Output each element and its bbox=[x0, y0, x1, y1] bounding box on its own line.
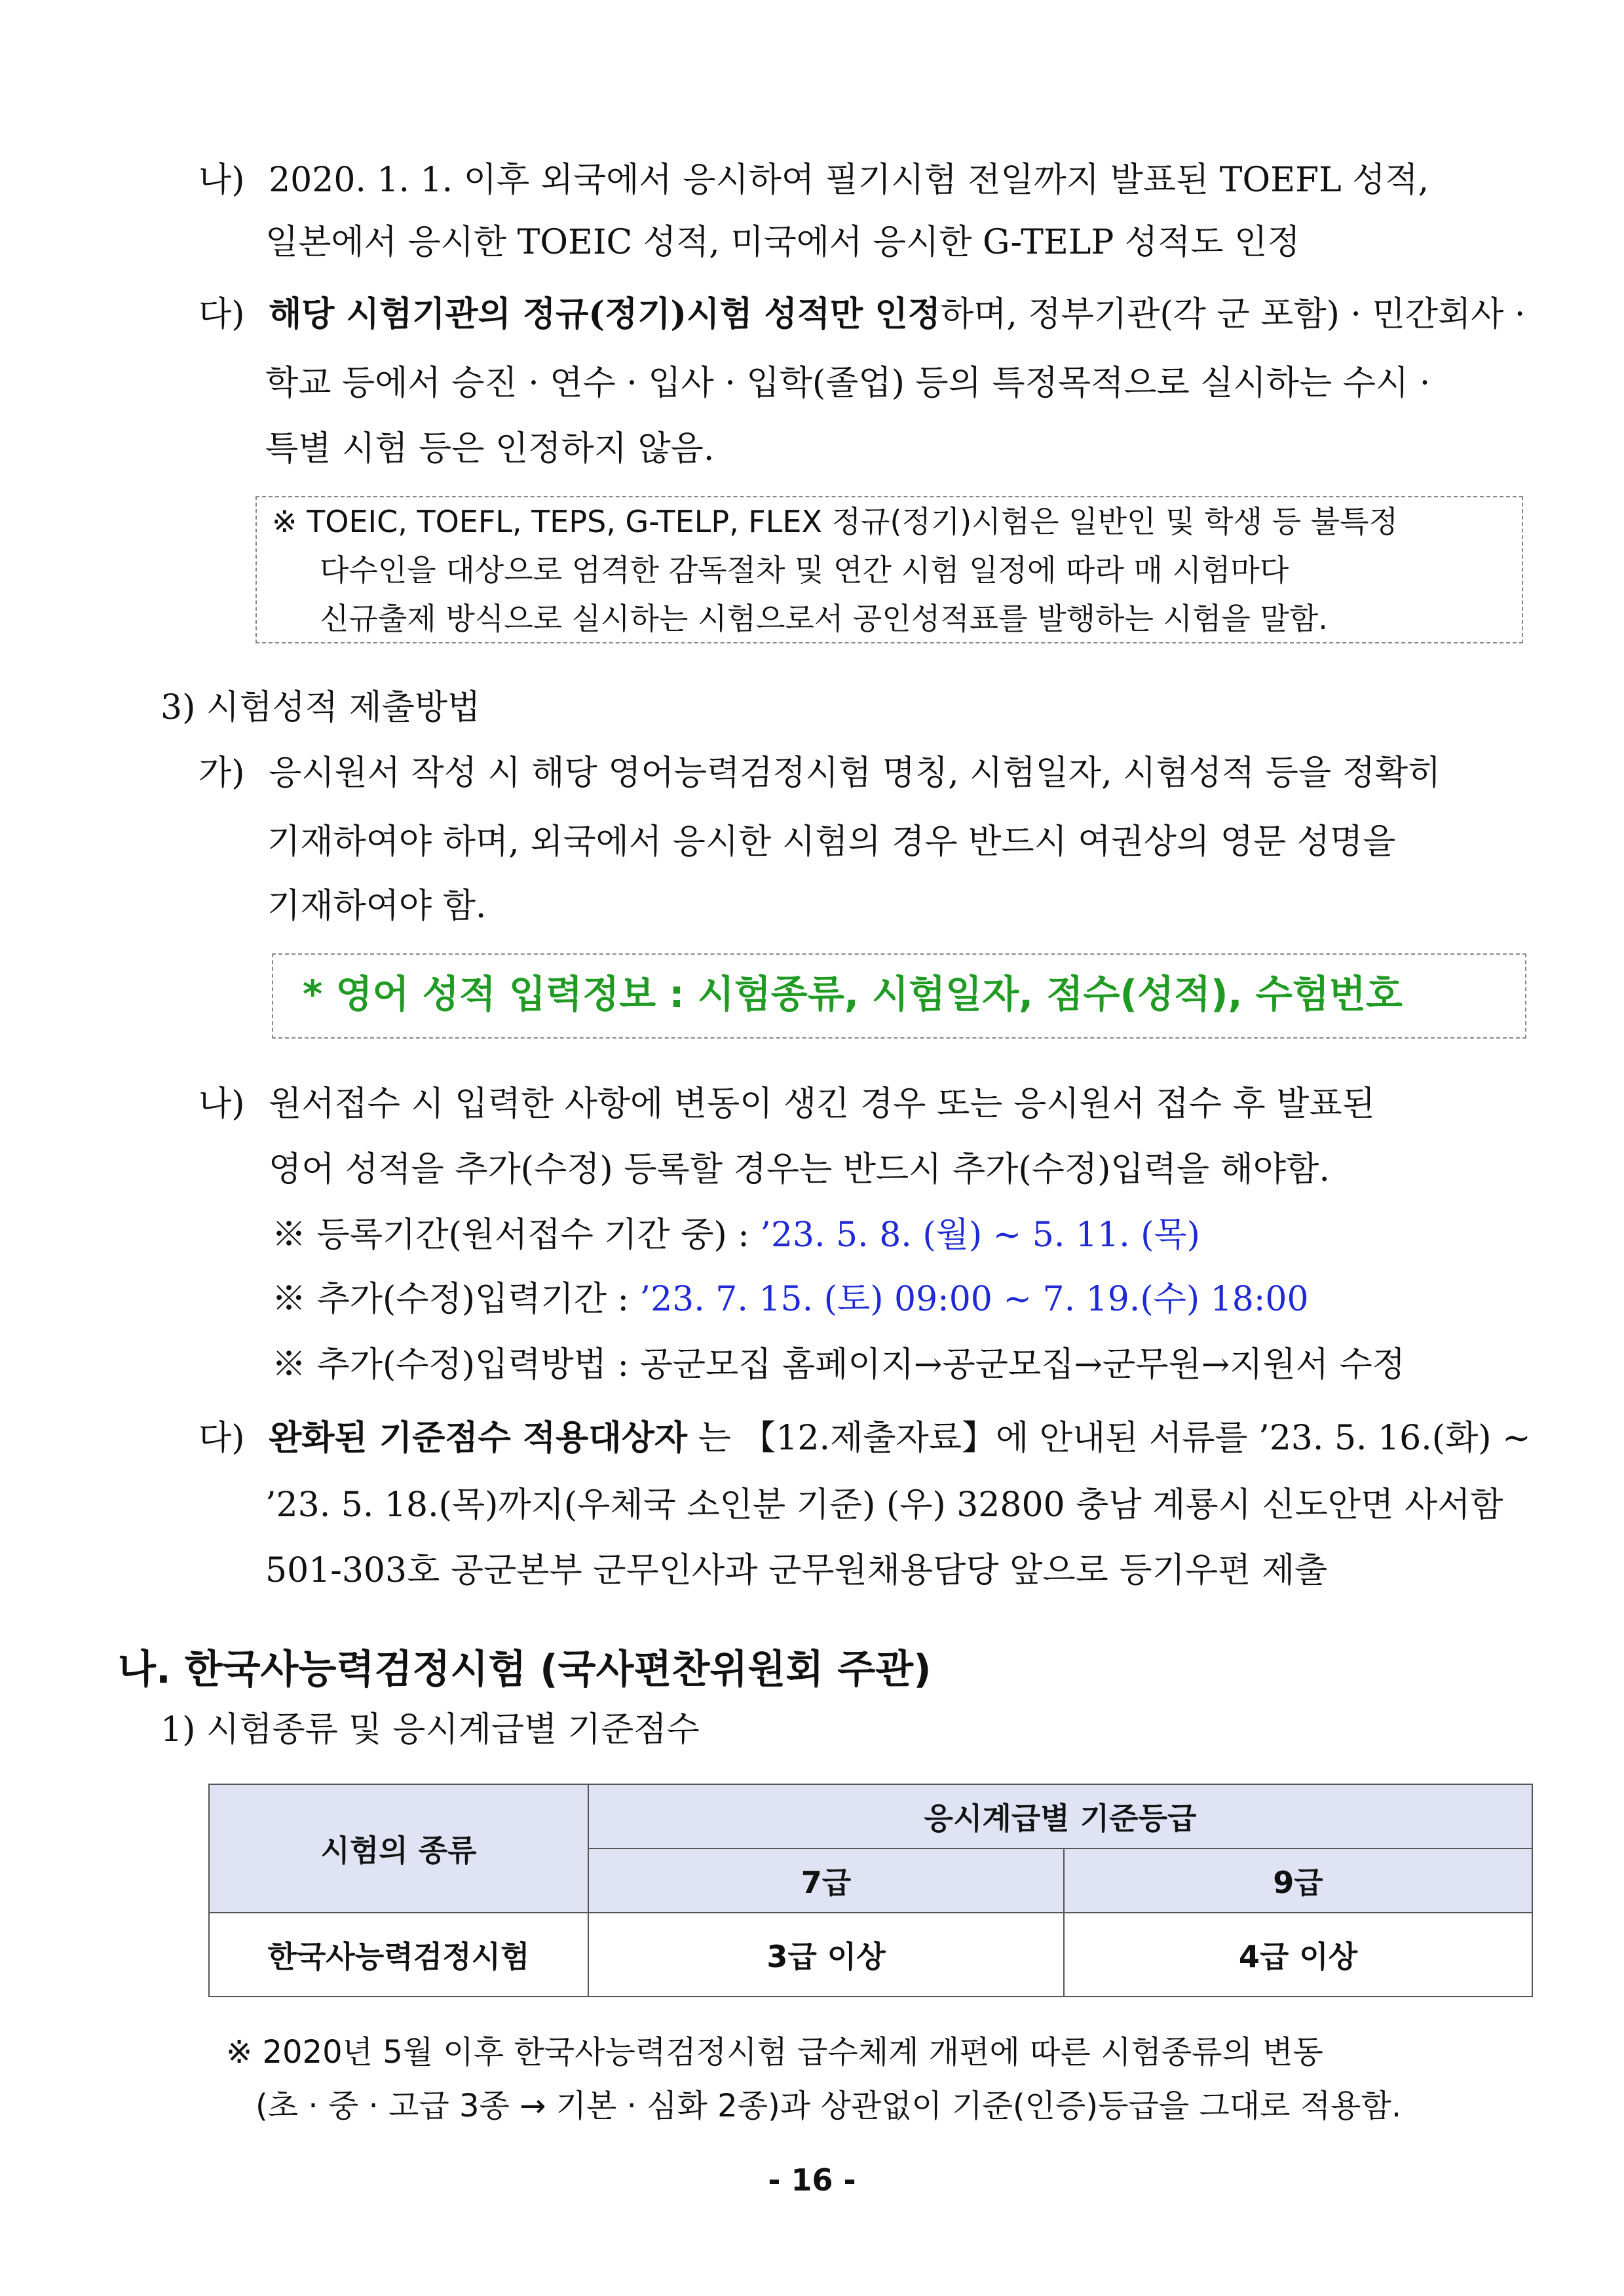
item-ga-line1 bbox=[198, 750, 1441, 796]
item-da2-line3: 501-303호 공군본부 군무인사과 군무원채용담당 앞으로 등기우편 제출 bbox=[265, 1551, 1328, 1590]
grade-table bbox=[208, 1784, 1533, 1997]
item-ga-line2: 기재하여야 하며, 외국에서 응시한 시험의 경우 반드시 여권상의 영문 성명을 bbox=[267, 822, 1396, 862]
item-da2-line2: ’23. 5. 18.(목)까지(우체국 소인분 기준) (우) 32800 충남 계룡시 신도안면 사서함 bbox=[265, 1485, 1503, 1525]
table-header-grade-group: 응시계급별 기준등급 bbox=[588, 1784, 1532, 1848]
modify-period-date: ’23. 7. 15. (토) 09:00 ~ 7. 19.(수) 18:00 bbox=[639, 1280, 1309, 1319]
registration-period-date: ’23. 5. 8. (월) ~ 5. 11. (목) bbox=[760, 1215, 1200, 1255]
section3-heading: 3) 시험성적 제출방법 bbox=[161, 688, 481, 727]
footnote-line1: ※ 2020년 5월 이후 한국사능력검정시험 급수체계 개편에 따른 시험종류의 변동 bbox=[226, 2034, 1323, 2071]
item-da2-line1 bbox=[198, 1415, 1531, 1461]
history-exam-heading: 나. 한국사능력검정시험 (국사편찬위원회 주관) bbox=[118, 1647, 932, 1693]
item-da-line1 bbox=[198, 292, 1525, 337]
item-da2-marker: 다) bbox=[198, 1419, 245, 1458]
english-score-info: * 영어 성적 입력정보 : 시험종류, 시험일자, 점수(성적), 수험번호 bbox=[303, 972, 1403, 1016]
item-da-line2: 학교 등에서 승진 · 연수 · 입사 · 입학(졸업) 등의 특정목적으로 실시하는 수시 · bbox=[265, 364, 1431, 403]
note-line3: 신규출제 방식으로 실시하는 시험으로서 공인성적표를 발행하는 시험을 말함. bbox=[320, 601, 1328, 636]
modify-period-label: ※ 추가(수정)입력기간 : bbox=[272, 1280, 640, 1319]
item-da-rest: 하며, 정부기관(각 군 포함) · 민간회사 · bbox=[940, 295, 1526, 334]
item-ga-marker: 가) bbox=[198, 754, 245, 793]
table-header-exam-type: 시험의 종류 bbox=[209, 1784, 588, 1913]
item-na2-line1 bbox=[198, 1081, 1375, 1127]
item-na-text1: 2020. 1. 1. 이후 외국에서 응시하여 필기시험 전일까지 발표된 TOEFL 성적, bbox=[269, 161, 1429, 200]
registration-period bbox=[272, 1212, 1200, 1258]
item-da2-bold: 완화된 기준점수 적용대상자 bbox=[269, 1418, 688, 1458]
modify-period bbox=[272, 1276, 1309, 1322]
item-na-line1 bbox=[198, 157, 1429, 203]
table-header-grade9: 9급 bbox=[1064, 1848, 1532, 1913]
item-na2-marker: 나) bbox=[198, 1084, 245, 1124]
table-row bbox=[209, 1913, 1532, 1997]
table-cell-grade7: 3급 이상 bbox=[588, 1913, 1064, 1997]
item-na2-text1: 원서접수 시 입력한 사항에 변동이 생긴 경우 또는 응시원서 접수 후 발표된 bbox=[269, 1084, 1375, 1124]
item-da2-rest: 는 【12.제출자료】에 안내된 서류를 ’23. 5. 16.(화) ~ bbox=[687, 1419, 1531, 1458]
item-ga-line3: 기재하여야 함. bbox=[267, 887, 487, 926]
item-na-line2: 일본에서 응시한 TOEIC 성적, 미국에서 응시한 G-TELP 성적도 인정 bbox=[265, 223, 1300, 262]
item-da-line3: 특별 시험 등은 인정하지 않음. bbox=[265, 429, 715, 469]
item-da-bold: 해당 시험기관의 정규(정기)시험 성적만 인정 bbox=[269, 294, 941, 334]
note-line1: ※ TOEIC, TOEFL, TEPS, G-TELP, FLEX 정규(정기)시험은 일반인 및 학생 등 불특정 bbox=[272, 504, 1399, 539]
item-na2-line2: 영어 성적을 추가(수정) 등록할 경우는 반드시 추가(수정)입력을 해야함. bbox=[269, 1150, 1330, 1189]
modify-method: ※ 추가(수정)입력방법 : 공군모집 홈페이지→공군모집→군무원→지원서 수정 bbox=[272, 1345, 1405, 1385]
table-header-row bbox=[209, 1784, 1532, 1848]
table-cell-exam-name: 한국사능력검정시험 bbox=[209, 1913, 588, 1997]
history-exam-subheading: 1) 시험종류 및 응시계급별 기준점수 bbox=[161, 1710, 700, 1750]
footnote-line2: (초 · 중 · 고급 3종 → 기본 · 심화 2종)과 상관없이 기준(인증)등급을 그대로 적용함. bbox=[255, 2088, 1402, 2124]
item-na-marker: 나) bbox=[198, 161, 245, 200]
registration-period-label: ※ 등록기간(원서접수 기간 중) : bbox=[272, 1215, 761, 1255]
item-ga-text1: 응시원서 작성 시 해당 영어능력검정시험 명칭, 시험일자, 시험성적 등을 정확히 bbox=[269, 754, 1441, 793]
note-line2: 다수인을 대상으로 엄격한 감독절차 및 연간 시험 일정에 따라 매 시험마다 bbox=[320, 552, 1289, 588]
table-header-grade7: 7급 bbox=[588, 1848, 1064, 1913]
item-da-marker: 다) bbox=[198, 295, 245, 334]
page-number: - 16 - bbox=[768, 2162, 856, 2198]
table-cell-grade9: 4급 이상 bbox=[1064, 1913, 1532, 1997]
